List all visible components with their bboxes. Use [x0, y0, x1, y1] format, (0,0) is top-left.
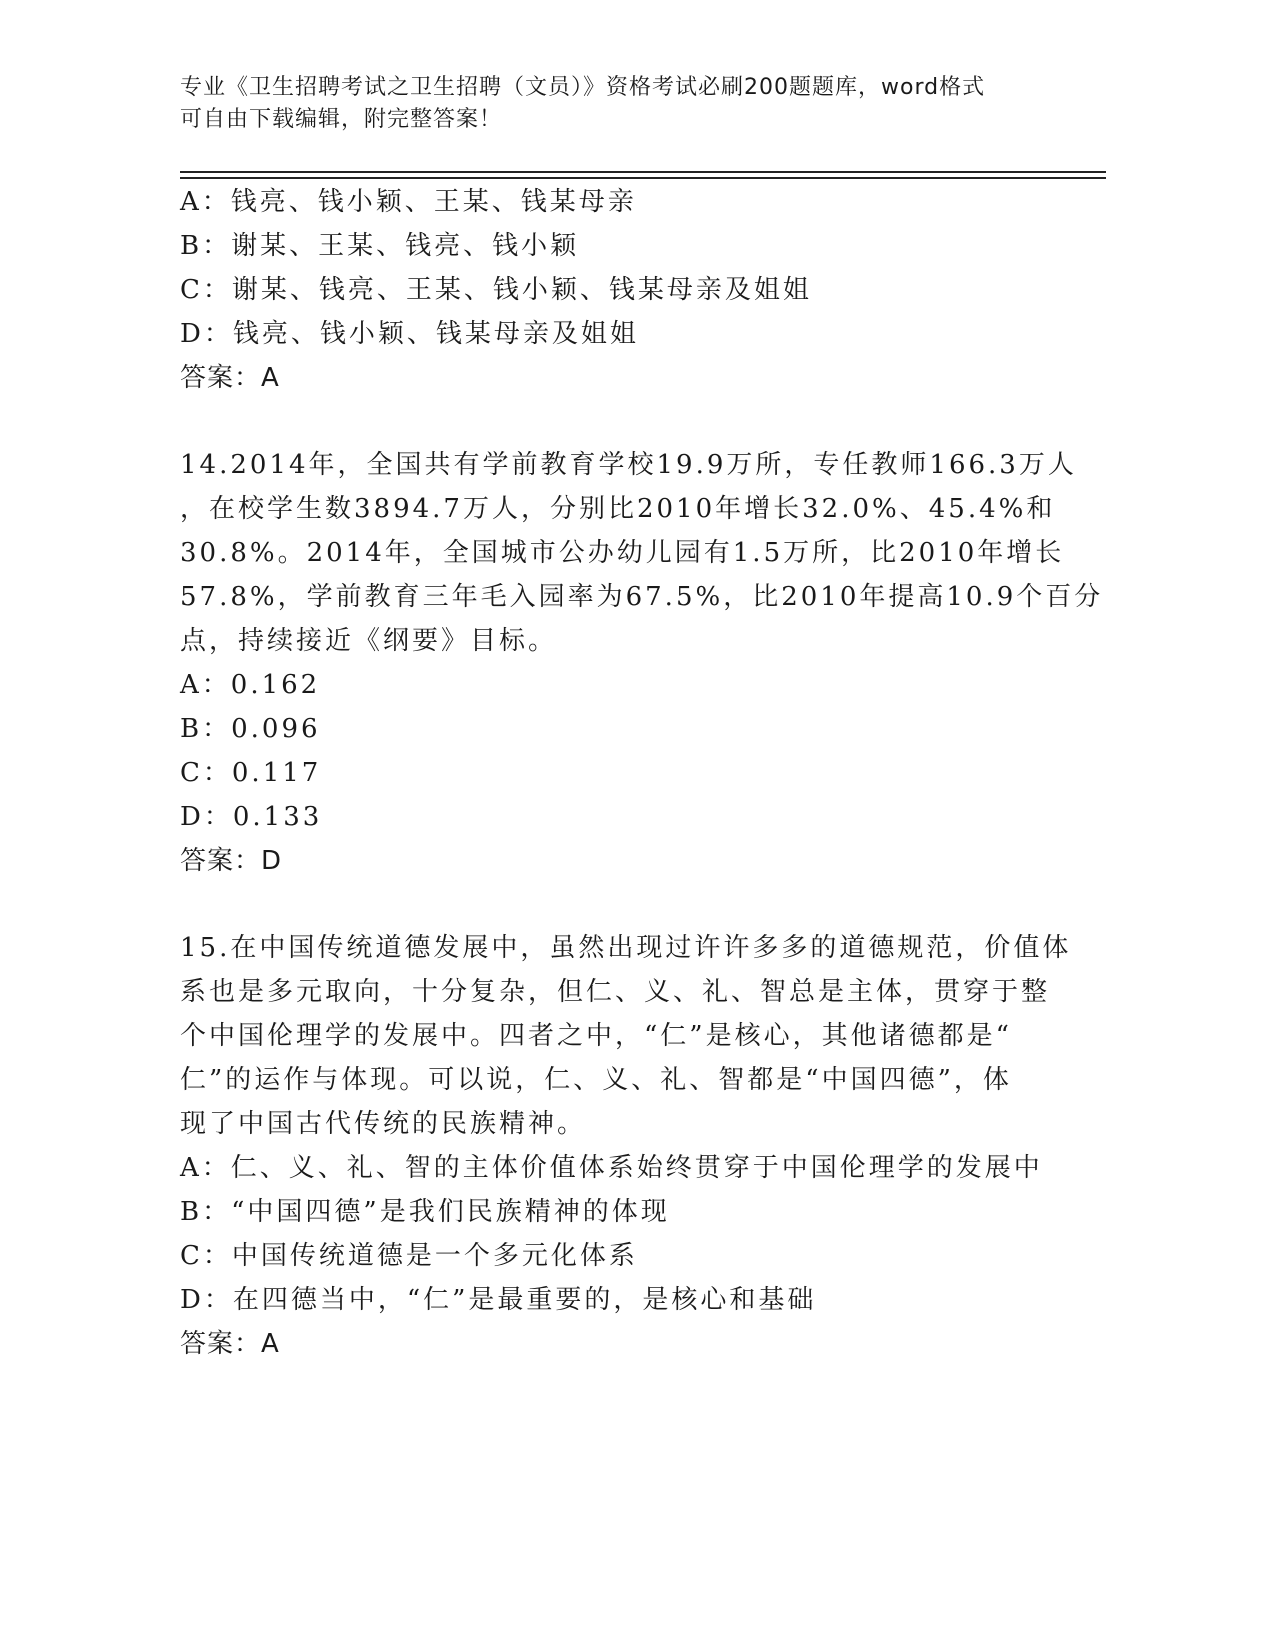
option-a: A：仁、义、礼、智的主体价值体系始终贯穿于中国伦理学的发展中 — [180, 1153, 1043, 1183]
header-divider-top — [180, 171, 1106, 173]
question-13 — [180, 180, 1060, 400]
question-stem-line: 57.8%，学前教育三年毛入园率为67.5%，比2010年提高10.9个百分 — [180, 582, 1104, 612]
question-stem-line: 现了中国古代传统的民族精神。 — [180, 1109, 587, 1139]
question-stem-line: ，在校学生数3894.7万人，分别比2010年增长32.0%、45.4%和 — [180, 494, 1056, 524]
option-c: C：谢某、钱亮、王某、钱小颖、钱某母亲及姐姐 — [180, 275, 812, 305]
option-b: B：0.096 — [180, 714, 321, 744]
option-c: C：中国传统道德是一个多元化体系 — [180, 1241, 638, 1271]
option-c: C：0.117 — [180, 758, 322, 788]
answer-line: 答案：A — [180, 363, 280, 393]
header-line-1: 专业《卫生招聘考试之卫生招聘（文员）》资格考试必刷200题题库，word格式 — [180, 75, 986, 100]
header-divider-bottom — [180, 177, 1106, 179]
option-d: D：钱亮、钱小颖、钱某母亲及姐姐 — [180, 319, 639, 349]
option-a: A：0.162 — [180, 670, 321, 700]
option-b: B：“中国四德”是我们民族精神的体现 — [180, 1197, 670, 1227]
document-body — [180, 180, 1104, 1366]
option-b: B：谢某、王某、钱亮、钱小颖 — [180, 231, 580, 261]
question-stem-line: 30.8%。2014年，全国城市公办幼儿园有1.5万所，比2010年增长 — [180, 538, 1065, 568]
header-line-2: 可自由下载编辑，附完整答案！ — [180, 107, 503, 132]
option-a: A：钱亮、钱小颖、王某、钱某母亲 — [180, 187, 637, 217]
option-d: D：在四德当中，“仁”是最重要的，是核心和基础 — [180, 1285, 817, 1315]
question-spacer — [180, 883, 1060, 926]
question-stem-line: 14.2014年，全国共有学前教育学校19.9万所，专任教师166.3万人 — [180, 450, 1077, 480]
option-d: D：0.133 — [180, 802, 323, 832]
question-stem-line: 个中国伦理学的发展中。四者之中，“仁”是核心，其他诸德都是“ — [180, 1021, 1012, 1051]
question-15 — [180, 926, 1072, 1366]
question-stem-line: 仁”的运作与体现。可以说，仁、义、礼、智都是“中国四德”，体 — [180, 1065, 1012, 1095]
question-stem-line: 点，持续接近《纲要》目标。 — [180, 626, 558, 656]
question-stem-line: 15.在中国传统道德发展中，虽然出现过许许多多的道德规范，价值体 — [180, 933, 1072, 963]
question-stem-line: 系也是多元取向，十分复杂，但仁、义、礼、智总是主体，贯穿于整 — [180, 977, 1051, 1007]
answer-line: 答案：A — [180, 1329, 280, 1359]
question-14 — [180, 443, 1104, 883]
answer-line: 答案：D — [180, 846, 283, 876]
document-header — [180, 72, 1080, 136]
question-spacer — [180, 400, 1060, 443]
